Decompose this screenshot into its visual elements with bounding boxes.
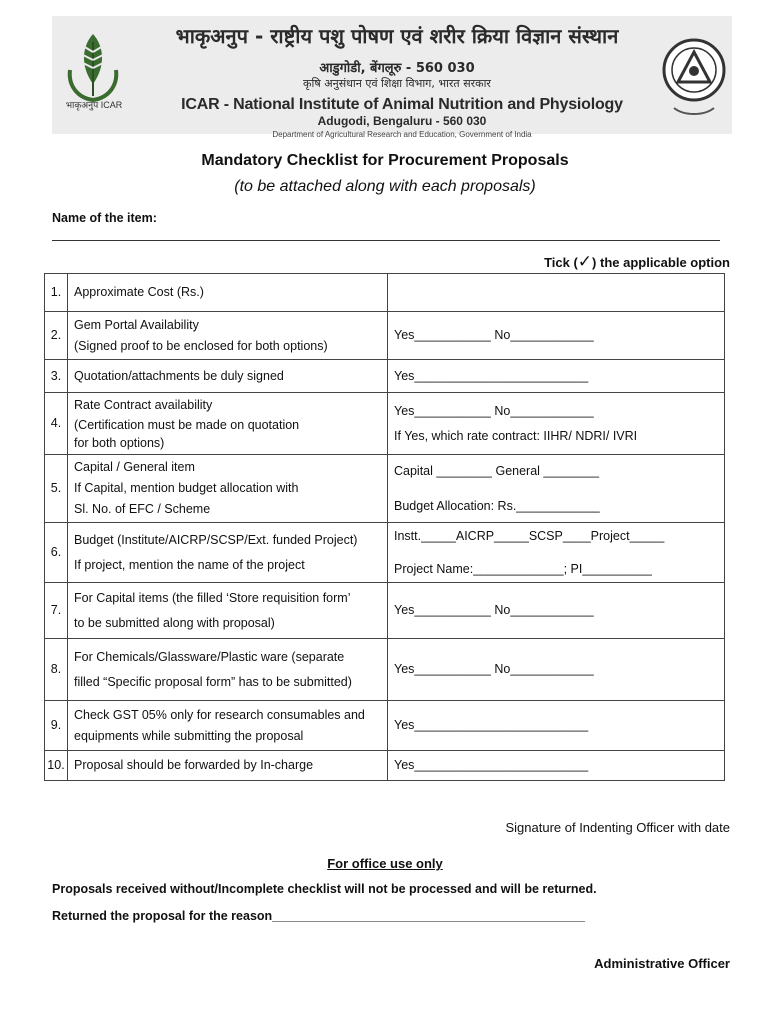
row-number: 10. bbox=[45, 751, 68, 781]
row-answer[interactable] bbox=[388, 523, 725, 583]
hindi-ministry: कृषि अनुसंधान एवं शिक्षा विभाग, भारत सरकार bbox=[303, 77, 491, 90]
table-row bbox=[45, 455, 725, 523]
signature-label: Signature of Indenting Officer with date bbox=[505, 820, 730, 835]
table-row bbox=[45, 523, 725, 583]
desc-line: Approximate Cost (Rs.) bbox=[74, 285, 204, 299]
nianp-seal-icon bbox=[660, 24, 728, 126]
checklist-table bbox=[44, 273, 725, 781]
table-row bbox=[45, 639, 725, 701]
desc-line: Capital / General item bbox=[74, 460, 195, 474]
processing-warning: Proposals received without/Incomplete checklist will not be processed and will be returned. bbox=[52, 882, 597, 896]
desc-line: Sl. No. of EFC / Scheme bbox=[74, 502, 211, 516]
english-title: ICAR - National Institute of Animal Nutrition and Physiology bbox=[181, 96, 623, 113]
row-answer[interactable] bbox=[388, 583, 725, 639]
desc-line: for both options) bbox=[74, 436, 165, 450]
row-description bbox=[68, 274, 388, 312]
row-description bbox=[68, 583, 388, 639]
row-answer[interactable] bbox=[388, 639, 725, 701]
row-number: 7. bbox=[45, 583, 68, 639]
row-description bbox=[68, 455, 388, 523]
row-description bbox=[68, 701, 388, 751]
desc-line: Proposal should be forwarded by In-charge bbox=[74, 758, 314, 772]
row-description bbox=[68, 393, 388, 455]
hindi-address: आडुगोडी, बेंगलूरु - 560 030 bbox=[319, 61, 475, 76]
row-answer[interactable] bbox=[388, 274, 725, 312]
row-number: 3. bbox=[45, 360, 68, 393]
row-answer[interactable] bbox=[388, 360, 725, 393]
administrative-officer-label: Administrative Officer bbox=[594, 956, 730, 971]
answer-line[interactable]: Budget Allocation: Rs.____________ bbox=[394, 498, 600, 513]
row-description bbox=[68, 312, 388, 360]
answer-line[interactable]: Yes___________ No____________ bbox=[394, 328, 594, 342]
row-description bbox=[68, 751, 388, 781]
tick-instruction bbox=[544, 252, 730, 272]
item-name-label: Name of the item: bbox=[52, 211, 157, 225]
row-answer[interactable] bbox=[388, 312, 725, 360]
row-description bbox=[68, 523, 388, 583]
desc-line: Rate Contract availability bbox=[74, 398, 213, 412]
row-answer[interactable] bbox=[388, 393, 725, 455]
answer-line[interactable]: Yes___________ No____________ bbox=[394, 603, 594, 617]
desc-line: filled “Specific proposal form” has to be submitted) bbox=[74, 674, 352, 689]
table-row bbox=[45, 751, 725, 781]
desc-line: If Capital, mention budget allocation with bbox=[74, 481, 299, 495]
row-number: 2. bbox=[45, 312, 68, 360]
answer-line[interactable]: Yes___________ No____________ bbox=[394, 662, 594, 676]
emblem-label: भाकृअनुप ICAR bbox=[65, 100, 123, 110]
row-answer[interactable] bbox=[388, 751, 725, 781]
table-row bbox=[45, 312, 725, 360]
department-line: Department of Agricultural Research and Education, Government of India bbox=[272, 130, 532, 139]
table-row bbox=[45, 274, 725, 312]
desc-line: (Signed proof to be enclosed for both options) bbox=[74, 338, 328, 353]
desc-line: Check GST 05% only for research consumables and bbox=[74, 707, 365, 722]
row-description bbox=[68, 639, 388, 701]
desc-line: to be submitted along with proposal) bbox=[74, 615, 275, 630]
table-row bbox=[45, 393, 725, 455]
table-row bbox=[45, 701, 725, 751]
answer-line[interactable]: Instt._____AICRP_____SCSP____Project_____ bbox=[394, 528, 665, 543]
form-subtitle: (to be attached along with each proposals) bbox=[234, 178, 536, 195]
row-number: 8. bbox=[45, 639, 68, 701]
table-row bbox=[45, 583, 725, 639]
desc-line: equipments while submitting the proposal bbox=[74, 728, 304, 743]
desc-line: Budget (Institute/AICRP/SCSP/Ext. funded Project) bbox=[74, 532, 358, 547]
checkmark-icon: ✓ bbox=[577, 252, 593, 271]
return-reason-field[interactable]: Returned the proposal for the reason_____________________________________________ bbox=[52, 909, 586, 923]
answer-line[interactable]: If Yes, which rate contract: IIHR/ NDRI/ IVRI bbox=[394, 428, 638, 443]
desc-line: For Capital items (the filled ‘Store requisition form’ bbox=[74, 590, 351, 605]
row-number: 4. bbox=[45, 393, 68, 455]
answer-line[interactable]: Yes_________________________ bbox=[394, 718, 589, 732]
tick-suffix: ) the applicable option bbox=[592, 255, 730, 270]
row-description bbox=[68, 360, 388, 393]
table-row bbox=[45, 360, 725, 393]
office-use-heading: For office use only bbox=[327, 856, 443, 871]
desc-line: For Chemicals/Glassware/Plastic ware (separate bbox=[74, 649, 345, 664]
answer-line[interactable]: Yes_________________________ bbox=[394, 758, 589, 772]
desc-line: Gem Portal Availability bbox=[74, 317, 199, 332]
row-number: 9. bbox=[45, 701, 68, 751]
item-name-line[interactable] bbox=[52, 240, 720, 241]
answer-line[interactable]: Yes_________________________ bbox=[394, 368, 589, 383]
desc-line: If project, mention the name of the project bbox=[74, 557, 305, 572]
desc-line: (Certification must be made on quotation bbox=[74, 418, 300, 432]
row-number: 6. bbox=[45, 523, 68, 583]
row-answer[interactable] bbox=[388, 701, 725, 751]
english-address: Adugodi, Bengaluru - 560 030 bbox=[317, 114, 487, 128]
form-title: Mandatory Checklist for Procurement Proposals bbox=[201, 152, 569, 169]
hindi-title: भाकृअनुप - राष्ट्रीय पशु पोषण एवं शरीर क्रिया विज्ञान संस्थान bbox=[175, 24, 619, 48]
answer-line[interactable]: Yes___________ No____________ bbox=[394, 403, 594, 418]
row-number: 1. bbox=[45, 274, 68, 312]
row-answer[interactable] bbox=[388, 455, 725, 523]
letterhead bbox=[52, 16, 732, 139]
tick-prefix: Tick ( bbox=[544, 255, 578, 270]
desc-line: Quotation/attachments be duly signed bbox=[74, 368, 284, 383]
answer-line[interactable]: Capital ________ General ________ bbox=[394, 463, 600, 478]
answer-line[interactable]: Project Name:_____________; PI__________ bbox=[394, 561, 652, 576]
row-number: 5. bbox=[45, 455, 68, 523]
